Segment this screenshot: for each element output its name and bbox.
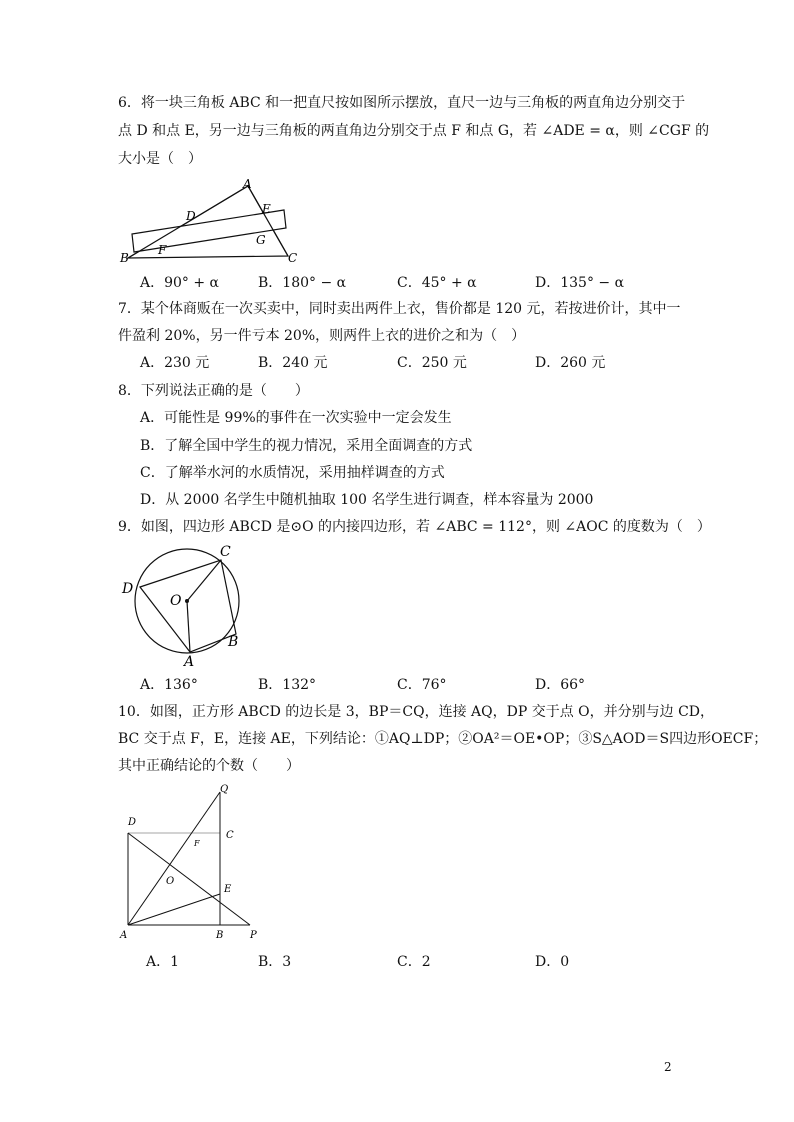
q10-label-B: B	[216, 930, 224, 941]
q10-label-Q: Q	[220, 784, 229, 795]
q9-figure	[118, 540, 258, 670]
q9-label-C: C	[220, 544, 231, 560]
q9-label-A: A	[184, 654, 195, 670]
q7-option-b[interactable]: B．240 元	[258, 355, 328, 371]
q10-label-F: F	[194, 839, 200, 848]
q9-option-a[interactable]: A．136°	[140, 677, 198, 693]
q9-label-B: B	[228, 634, 239, 650]
q6-text-line2: 点 D 和点 E，另一边与三角板的两直角边分别交于点 F 和点 G，若 ∠ADE = α，则 ∠CGF 的	[118, 123, 710, 139]
q9-text-line1: 9．如图，四边形 ABCD 是⊙O 的内接四边形，若 ∠ABC = 112°，则 ∠AOC 的度数为（ ）	[118, 519, 711, 535]
q10-label-P: P	[250, 930, 257, 941]
q6-label-B: B	[120, 251, 129, 265]
q8-option-b[interactable]: B．了解全国中学生的视力情况，采用全面调查的方式	[140, 438, 473, 454]
page-number: 2	[664, 1060, 672, 1074]
q10-label-O: O	[166, 876, 175, 887]
q10-option-d[interactable]: D．0	[535, 954, 570, 970]
q6-text-line1: 6．将一块三角板 ABC 和一把直尺按如图所示摆放，直尺一边与三角板的两直角边分别交于	[118, 95, 686, 111]
q9-option-d[interactable]: D．66°	[535, 677, 586, 693]
q10-text-line2: BC 交于点 F，E，连接 AE，下列结论：①AQ⊥DP；②OA²＝OE•OP；③S△AOD＝S四边形OECF；	[118, 731, 768, 747]
q6-figure	[118, 178, 318, 268]
q10-label-A: A	[120, 930, 128, 941]
q7-text-line2: 件盈利 20%，另一件亏本 20%，则两件上衣的进价之和为（ ）	[118, 328, 526, 344]
q6-text-line3: 大小是（ ）	[118, 151, 202, 167]
q7-text-line1: 7．某个体商贩在一次买卖中，同时卖出两件上衣，售价都是 120 元，若按进价计，其中一	[118, 301, 681, 317]
q10-text-line3: 其中正确结论的个数（ ）	[118, 758, 300, 774]
q7-option-a[interactable]: A．230 元	[140, 355, 210, 371]
q7-option-c[interactable]: C．250 元	[397, 355, 467, 371]
q9-option-c[interactable]: C．76°	[397, 677, 447, 693]
q10-label-D: D	[128, 817, 137, 828]
q6-label-C: C	[288, 251, 298, 265]
q9-label-D: D	[122, 581, 134, 597]
q10-label-C: C	[226, 830, 234, 841]
q10-label-E: E	[224, 884, 232, 895]
q6-option-c[interactable]: C．45° + α	[397, 275, 477, 291]
q8-option-d[interactable]: D．从 2000 名学生中随机抽取 100 名学生进行调查，样本容量为 2000	[140, 492, 594, 508]
q6-label-D: D	[186, 209, 196, 223]
q6-label-A: A	[243, 177, 252, 191]
q6-option-d[interactable]: D．135° − α	[535, 275, 625, 291]
q6-label-E: E	[262, 202, 271, 216]
q6-option-b[interactable]: B．180° − α	[258, 275, 347, 291]
q9-label-O: O	[170, 593, 182, 609]
q9-option-b[interactable]: B．132°	[258, 677, 317, 693]
q10-figure	[118, 782, 268, 942]
q8-option-a[interactable]: A．可能性是 99%的事件在一次实验中一定会发生	[140, 410, 452, 426]
q8-text-line1: 8．下列说法正确的是（ ）	[118, 383, 309, 399]
q10-text-line1: 10．如图，正方形 ABCD 的边长是 3，BP＝CQ，连接 AQ，DP 交于点 O，并分别与边 CD，	[118, 704, 715, 720]
q10-option-c[interactable]: C．2	[397, 954, 431, 970]
q6-label-F: F	[158, 243, 167, 257]
q10-option-a[interactable]: A．1	[146, 954, 180, 970]
q6-option-a[interactable]: A．90° + α	[140, 275, 220, 291]
q10-option-b[interactable]: B．3	[258, 954, 292, 970]
q7-option-d[interactable]: D．260 元	[535, 355, 606, 371]
q8-option-c[interactable]: C．了解举水河的水质情况，采用抽样调查的方式	[140, 465, 445, 481]
q6-label-G: G	[256, 233, 266, 247]
